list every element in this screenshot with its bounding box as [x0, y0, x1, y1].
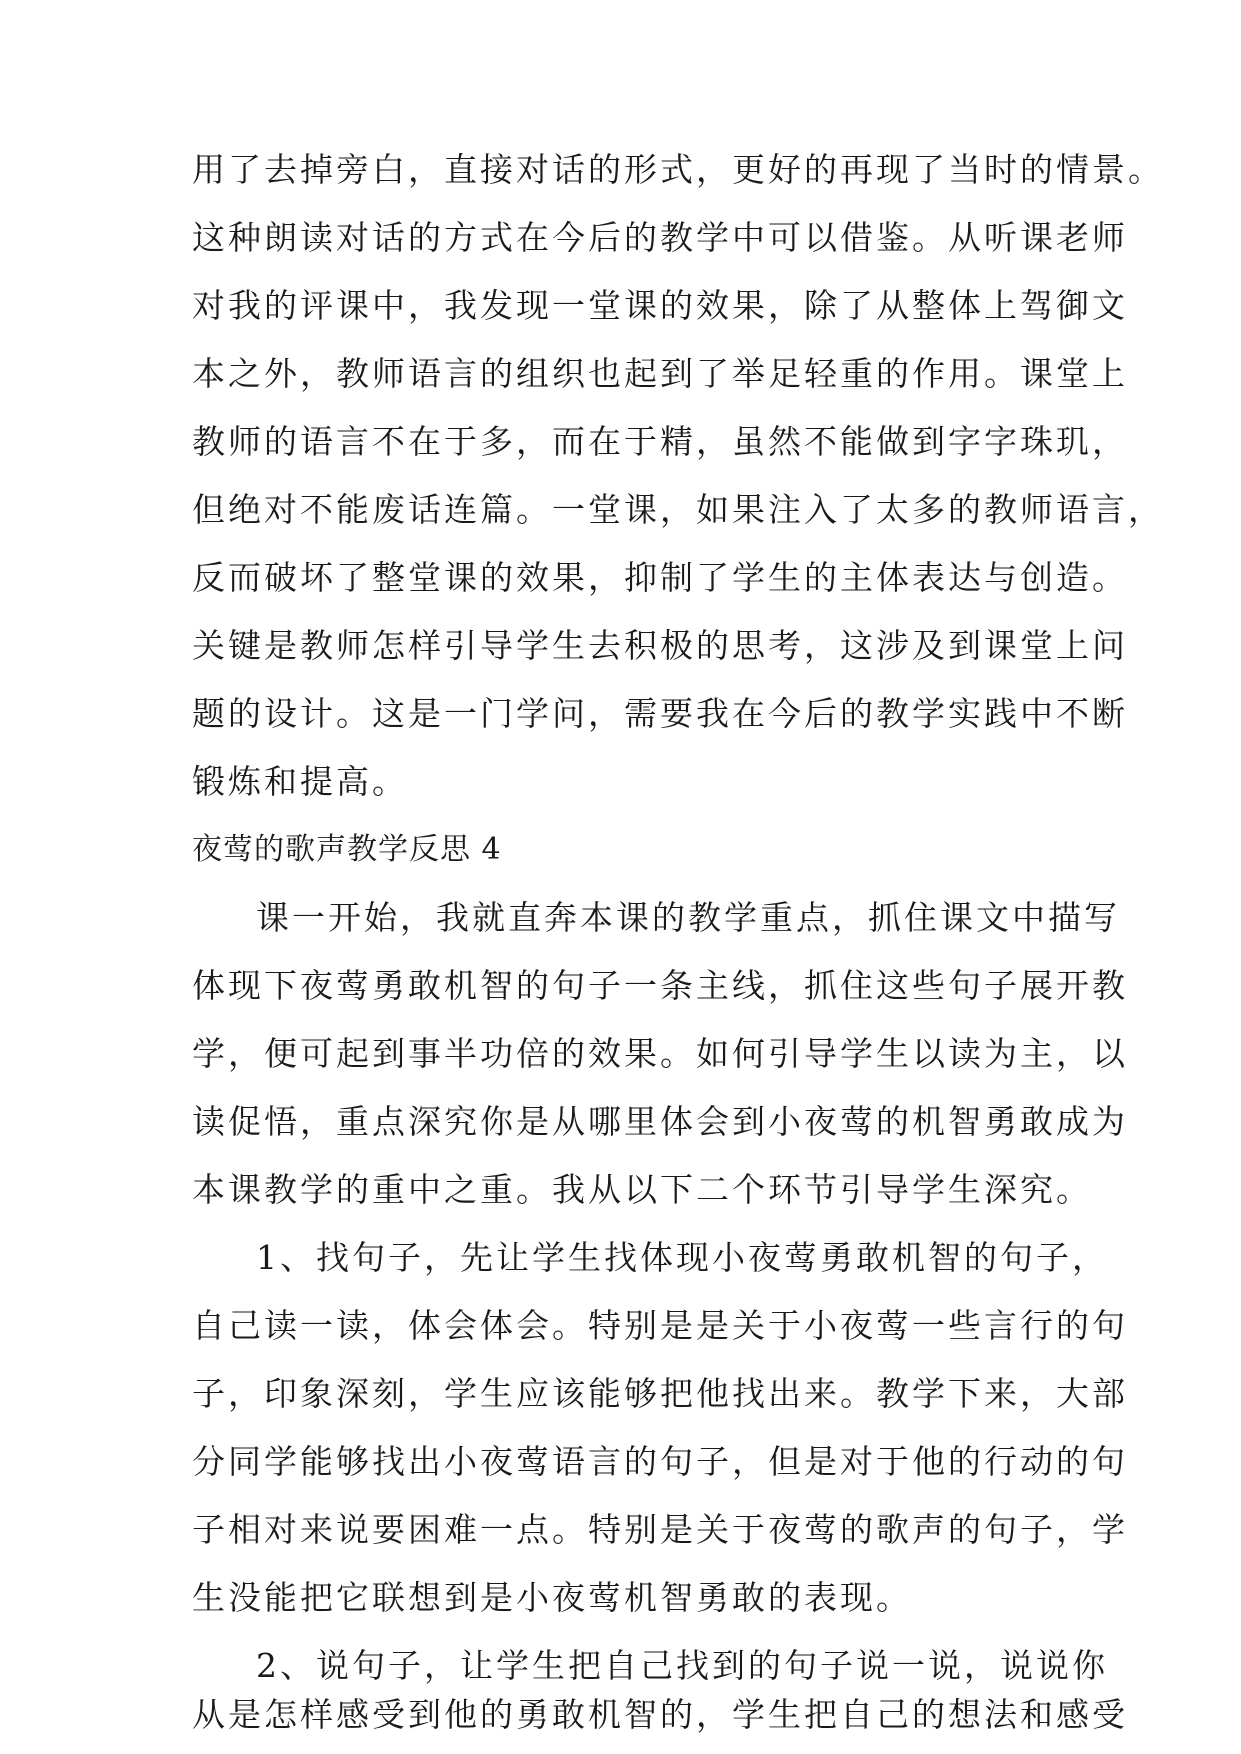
text-line: 关键是教师怎样引导学生去积极的思考，这涉及到课堂上问: [192, 626, 1128, 665]
text-line: 读促悟，重点深究你是从哪里体会到小夜莺的机智勇敢成为: [192, 1102, 1128, 1141]
text-line: 反而破坏了整堂课的效果，抑制了学生的主体表达与创造。: [192, 558, 1128, 597]
text-line: 从是怎样感受到他的勇敢机智的，学生把自己的想法和感受: [192, 1695, 1128, 1734]
text-line: 本课教学的重中之重。我从以下二个环节引导学生深究。: [192, 1170, 1092, 1209]
text-line: 子相对来说要困难一点。特别是关于夜莺的歌声的句子，学: [192, 1510, 1128, 1549]
paragraph-first-line: 1、找句子，先让学生找体现小夜莺勇敢机智的句子，: [256, 1238, 1108, 1277]
section-heading: 夜莺的歌声教学反思 4: [192, 832, 502, 867]
text-line: 对我的评课中，我发现一堂课的效果，除了从整体上驾御文: [192, 286, 1128, 325]
text-line: 教师的语言不在于多，而在于精，虽然不能做到字字珠玑，: [192, 422, 1128, 461]
paragraph-first-line: 2、说句子，让学生把自己找到的句子说一说，说说你: [256, 1646, 1108, 1685]
text-line: 分同学能够找出小夜莺语言的句子，但是对于他的行动的句: [192, 1442, 1128, 1481]
text-line: 子，印象深刻，学生应该能够把他找出来。教学下来，大部: [192, 1374, 1128, 1413]
text-line: 体现下夜莺勇敢机智的句子一条主线，抓住这些句子展开教: [192, 966, 1128, 1005]
text-line: 本之外，教师语言的组织也起到了举足轻重的作用。课堂上: [192, 354, 1128, 393]
text-line: 生没能把它联想到是小夜莺机智勇敢的表现。: [192, 1578, 912, 1617]
text-line: 这种朗读对话的方式在今后的教学中可以借鉴。从听课老师: [192, 218, 1128, 257]
paragraph-first-line: 课一开始，我就直奔本课的教学重点，抓住课文中描写: [256, 898, 1120, 937]
text-line: 但绝对不能废话连篇。一堂课，如果注入了太多的教师语言，: [192, 490, 1164, 529]
text-line: 自己读一读，体会体会。特别是是关于小夜莺一些言行的句: [192, 1306, 1128, 1345]
text-line: 锻炼和提高。: [192, 762, 408, 801]
text-line: 题的设计。这是一门学问，需要我在今后的教学实践中不断: [192, 694, 1128, 733]
text-line: 学，便可起到事半功倍的效果。如何引导学生以读为主，以: [192, 1034, 1128, 1073]
text-line: 用了去掉旁白，直接对话的形式，更好的再现了当时的情景。: [192, 150, 1164, 189]
